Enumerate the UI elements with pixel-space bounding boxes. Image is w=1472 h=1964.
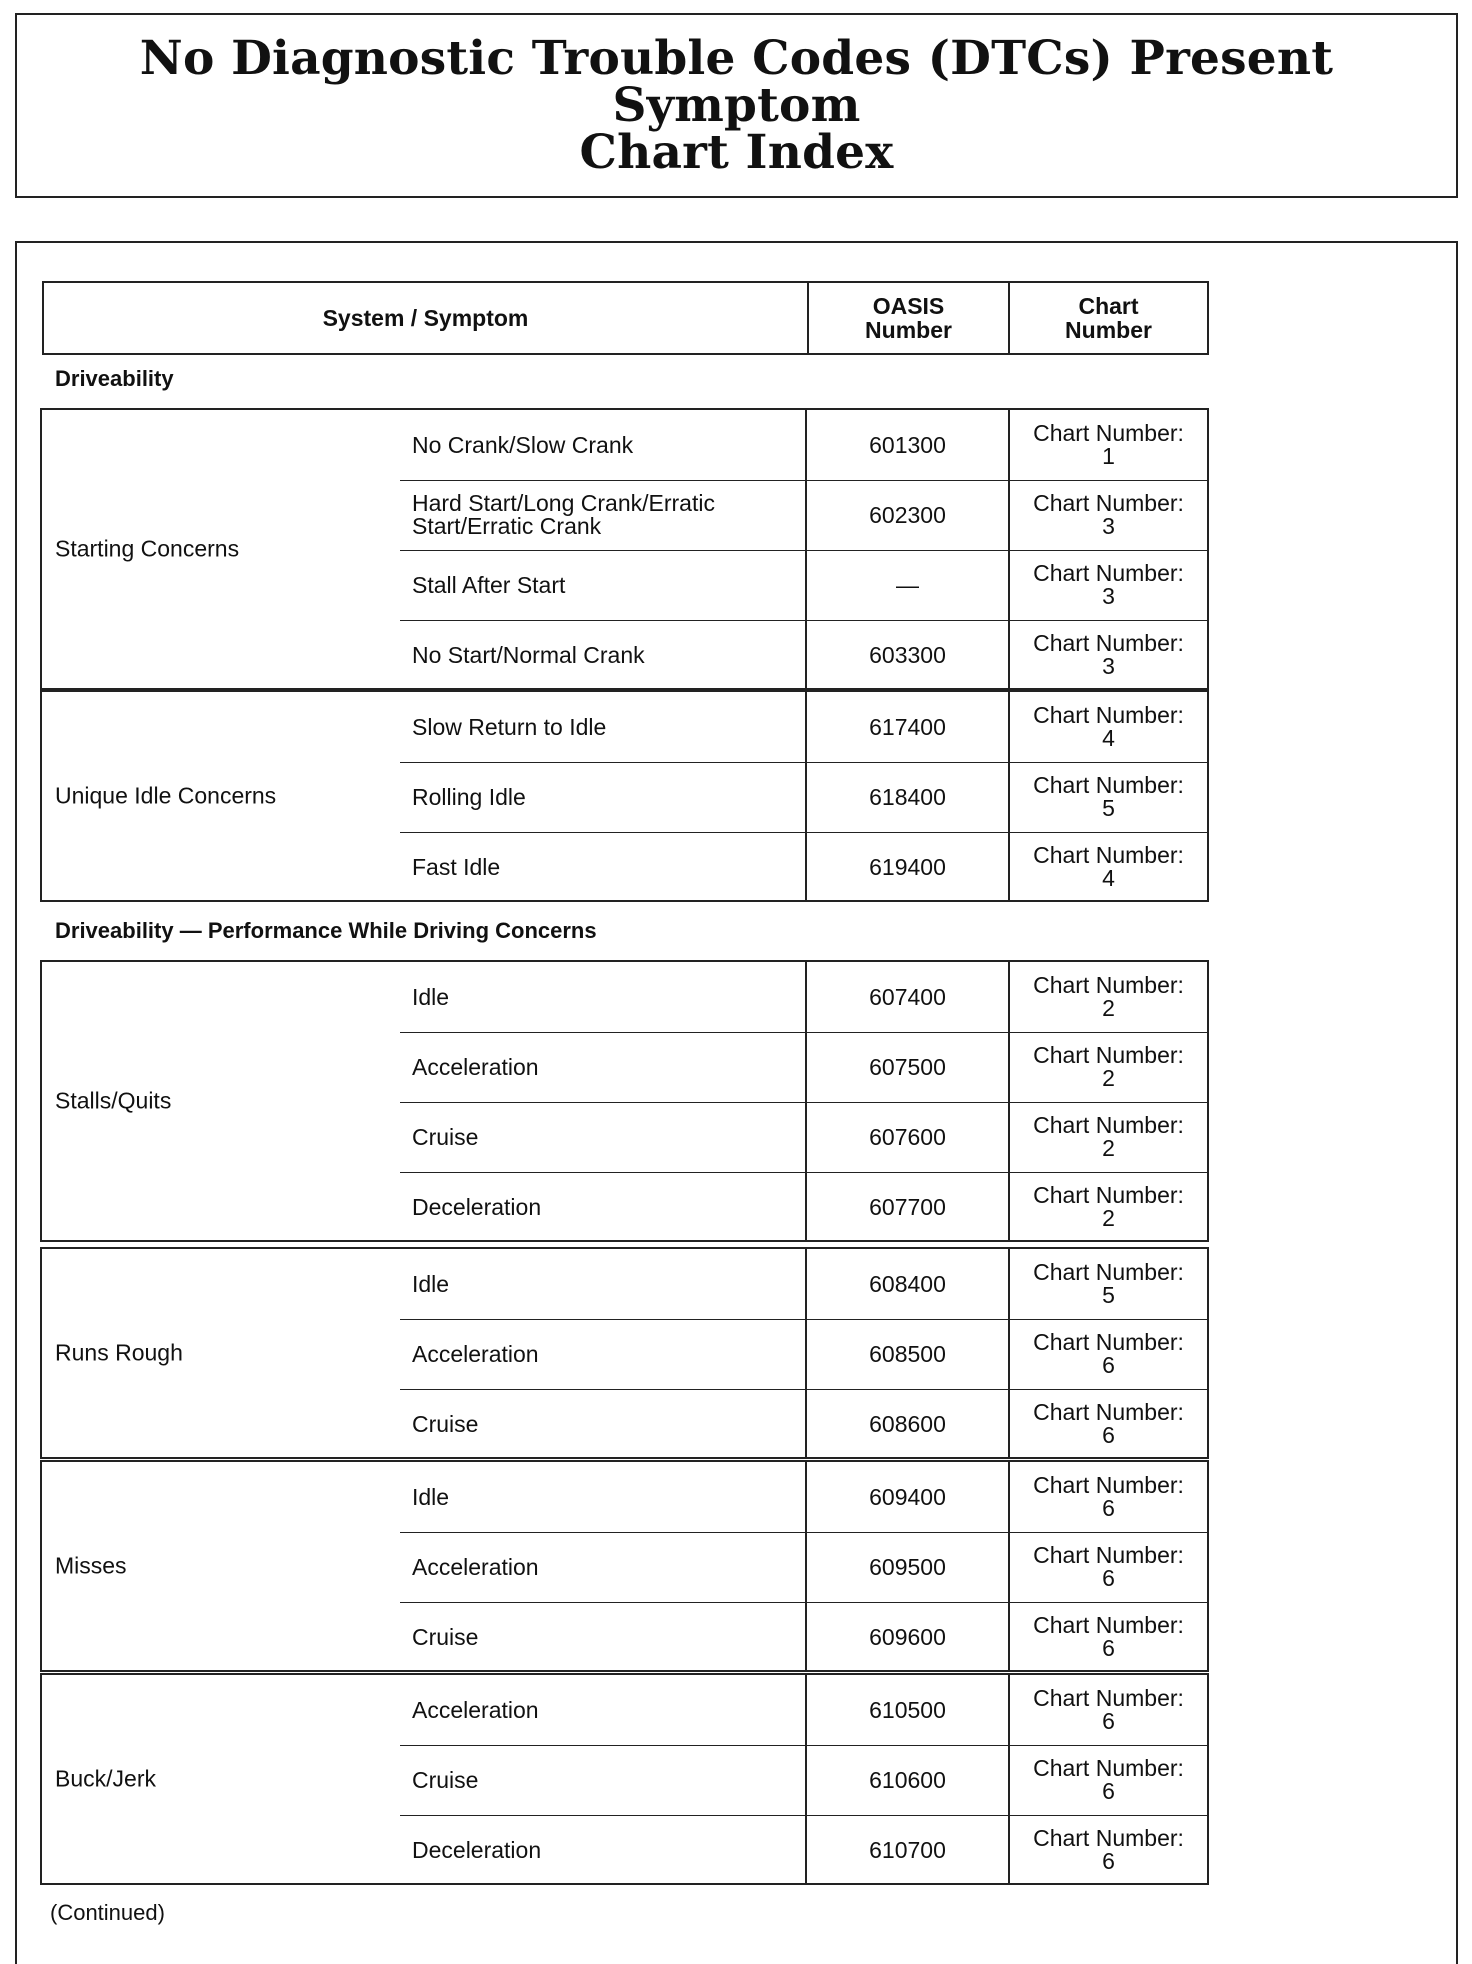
table-row: [42, 480, 1207, 550]
chart-number-label: Chart Number:: [1033, 1329, 1184, 1355]
chart-number-cell: [1010, 1172, 1207, 1242]
chart-number-cell: [1010, 550, 1207, 620]
symptom-cell: Cruise: [412, 1123, 479, 1150]
chart-number-label: Chart Number:: [1033, 1182, 1184, 1208]
table-row: [42, 692, 1207, 762]
chart-number-cell: [1010, 1815, 1207, 1885]
table-row: [42, 1319, 1207, 1389]
symptom-cell: No Crank/Slow Crank: [412, 431, 634, 458]
chart-number-cell: [1010, 762, 1207, 832]
symptom-cell: Acceleration: [412, 1696, 539, 1723]
section-label: Driveability: [55, 366, 174, 391]
chart-number-label: Chart Number:: [1033, 1542, 1184, 1568]
chart-number-cell: [1010, 1319, 1207, 1389]
chart-number-cell: [1010, 1249, 1207, 1319]
symptom-group: [40, 960, 1209, 1242]
symptom-cell: Rolling Idle: [412, 783, 526, 810]
chart-number-label: Chart Number:: [1033, 1112, 1184, 1138]
oasis-number-cell: 607500: [869, 1053, 946, 1080]
group-label: Buck/Jerk: [55, 1765, 156, 1792]
chart-number-value: 5: [1102, 1282, 1115, 1308]
page-title-line-1: No Diagnostic Trouble Codes (DTCs) Present Symptom: [139, 31, 1334, 133]
symptom-group: [40, 690, 1209, 902]
table-row: [42, 410, 1207, 480]
table-row: [42, 1462, 1207, 1532]
symptom-group: [40, 1247, 1209, 1459]
chart-number-value: 4: [1102, 725, 1115, 751]
chart-number-cell: [1010, 1389, 1207, 1459]
chart-number-label: Chart Number:: [1033, 1042, 1184, 1068]
chart-number-label: Chart Number:: [1033, 1685, 1184, 1711]
symptom-cell: Stall After Start: [412, 571, 566, 598]
chart-number-cell: [1010, 620, 1207, 690]
chart-number-value: 5: [1102, 795, 1115, 821]
chart-number-label: Chart Number:: [1033, 490, 1184, 516]
chart-number-cell: [1010, 962, 1207, 1032]
chart-number-label: Chart Number:: [1033, 702, 1184, 728]
chart-number-value: 2: [1102, 1135, 1115, 1161]
chart-number-label: Chart Number:: [1033, 1755, 1184, 1781]
oasis-number-cell: 607700: [869, 1193, 946, 1220]
symptom-cell: Idle: [412, 983, 450, 1010]
chart-number-value: 6: [1102, 1635, 1115, 1661]
chart-number-label: Chart Number:: [1033, 842, 1184, 868]
table-row: [42, 1032, 1207, 1102]
chart-number-value: 1: [1102, 443, 1115, 469]
chart-number-cell: [1010, 1462, 1207, 1532]
chart-number-cell: [1010, 1032, 1207, 1102]
oasis-number-cell: 608400: [869, 1270, 946, 1297]
table-header: [42, 281, 1209, 355]
oasis-number-cell: 609400: [869, 1483, 946, 1510]
table-row: [42, 1172, 1207, 1242]
table-row: [42, 1389, 1207, 1459]
oasis-number-cell: 618400: [869, 783, 946, 810]
oasis-number-cell: 609500: [869, 1553, 946, 1580]
symptom-cell: Deceleration: [412, 1193, 542, 1220]
symptom-group: [40, 1673, 1209, 1885]
symptom-cell: Acceleration: [412, 1553, 539, 1580]
symptom-cell: Hard Start/Long Crank/Erratic Start/Erratic Crank: [412, 490, 715, 539]
chart-number-value: 6: [1102, 1565, 1115, 1591]
header-chart-line-2: Number: [1065, 317, 1152, 343]
chart-number-label: Chart Number:: [1033, 972, 1184, 998]
oasis-number-cell: 607600: [869, 1123, 946, 1150]
table-row: [42, 1815, 1207, 1885]
table-row: [42, 620, 1207, 690]
section-label: Driveability — Performance While Driving Concerns: [55, 918, 597, 943]
page-title-line-2: Chart Index: [579, 125, 894, 180]
oasis-number-cell: —: [896, 571, 919, 598]
chart-number-value: 6: [1102, 1778, 1115, 1804]
table-row: [42, 832, 1207, 902]
oasis-number-cell: 608500: [869, 1340, 946, 1367]
oasis-number-cell: 601300: [869, 431, 946, 458]
chart-number-label: Chart Number:: [1033, 630, 1184, 656]
symptom-cell: Cruise: [412, 1766, 479, 1793]
oasis-number-cell: 608600: [869, 1410, 946, 1437]
table-row: [42, 762, 1207, 832]
chart-number-value: 3: [1102, 653, 1115, 679]
chart-number-value: 6: [1102, 1708, 1115, 1734]
chart-number-value: 6: [1102, 1495, 1115, 1521]
chart-number-label: Chart Number:: [1033, 560, 1184, 586]
table-row: [42, 550, 1207, 620]
chart-number-label: Chart Number:: [1033, 1612, 1184, 1638]
group-label: Stalls/Quits: [55, 1087, 172, 1114]
chart-number-cell: [1010, 1602, 1207, 1672]
header-oasis-line-2: Number: [865, 317, 952, 343]
chart-number-value: 6: [1102, 1848, 1115, 1874]
oasis-number-cell: 619400: [869, 853, 946, 880]
chart-number-value: 2: [1102, 1065, 1115, 1091]
symptom-cell: Cruise: [412, 1410, 479, 1437]
chart-number-value: 6: [1102, 1422, 1115, 1448]
symptom-cell: Acceleration: [412, 1340, 539, 1367]
table-row: [42, 1602, 1207, 1672]
symptom-cell: Slow Return to Idle: [412, 713, 607, 740]
group-label: Misses: [55, 1552, 127, 1579]
symptom-cell: No Start/Normal Crank: [412, 641, 645, 668]
table-row: [42, 962, 1207, 1032]
chart-number-cell: [1010, 692, 1207, 762]
chart-number-value: 4: [1102, 865, 1115, 891]
chart-number-cell: [1010, 1532, 1207, 1602]
chart-number-label: Chart Number:: [1033, 1399, 1184, 1425]
header-system-symptom: System / Symptom: [44, 283, 809, 353]
chart-number-cell: [1010, 1745, 1207, 1815]
header-chart-line-1: Chart: [1078, 292, 1139, 319]
page-title-box: [15, 13, 1458, 198]
chart-number-label: Chart Number:: [1033, 772, 1184, 798]
header-oasis-number: [809, 283, 1010, 353]
continued-note: (Continued): [50, 1900, 165, 1925]
chart-number-cell: [1010, 480, 1207, 550]
oasis-number-cell: 603300: [869, 641, 946, 668]
symptom-cell: Fast Idle: [412, 853, 501, 880]
chart-number-cell: [1010, 1675, 1207, 1745]
oasis-number-cell: 607400: [869, 983, 946, 1010]
group-label: Unique Idle Concerns: [55, 782, 277, 809]
oasis-number-cell: 610700: [869, 1836, 946, 1863]
symptom-cell: Acceleration: [412, 1053, 539, 1080]
chart-number-label: Chart Number:: [1033, 1259, 1184, 1285]
chart-number-value: 2: [1102, 1205, 1115, 1231]
oasis-number-cell: 610500: [869, 1696, 946, 1723]
header-chart-number: [1010, 283, 1207, 353]
group-label: Runs Rough: [55, 1339, 183, 1366]
oasis-number-cell: 602300: [869, 501, 946, 528]
symptom-cell: Idle: [412, 1270, 450, 1297]
oasis-number-cell: 609600: [869, 1623, 946, 1650]
chart-number-label: Chart Number:: [1033, 1825, 1184, 1851]
chart-number-value: 6: [1102, 1352, 1115, 1378]
symptom-cell: Idle: [412, 1483, 450, 1510]
table-row: [42, 1745, 1207, 1815]
oasis-number-cell: 610600: [869, 1766, 946, 1793]
chart-number-cell: [1010, 1102, 1207, 1172]
chart-number-cell: [1010, 832, 1207, 902]
chart-number-cell: [1010, 410, 1207, 480]
oasis-number-cell: 617400: [869, 713, 946, 740]
symptom-group: [40, 408, 1209, 690]
chart-number-value: 2: [1102, 995, 1115, 1021]
table-row: [42, 1532, 1207, 1602]
header-oasis-line-1: OASIS: [872, 292, 945, 319]
table-row: [42, 1675, 1207, 1745]
chart-number-label: Chart Number:: [1033, 1472, 1184, 1498]
chart-number-value: 3: [1102, 513, 1115, 539]
symptom-cell: Cruise: [412, 1623, 479, 1650]
group-label: Starting Concerns: [55, 535, 240, 562]
chart-number-label: Chart Number:: [1033, 420, 1184, 446]
chart-number-value: 3: [1102, 583, 1115, 609]
table-row: [42, 1102, 1207, 1172]
symptom-group: [40, 1460, 1209, 1672]
table-row: [42, 1249, 1207, 1319]
symptom-cell: Deceleration: [412, 1836, 542, 1863]
